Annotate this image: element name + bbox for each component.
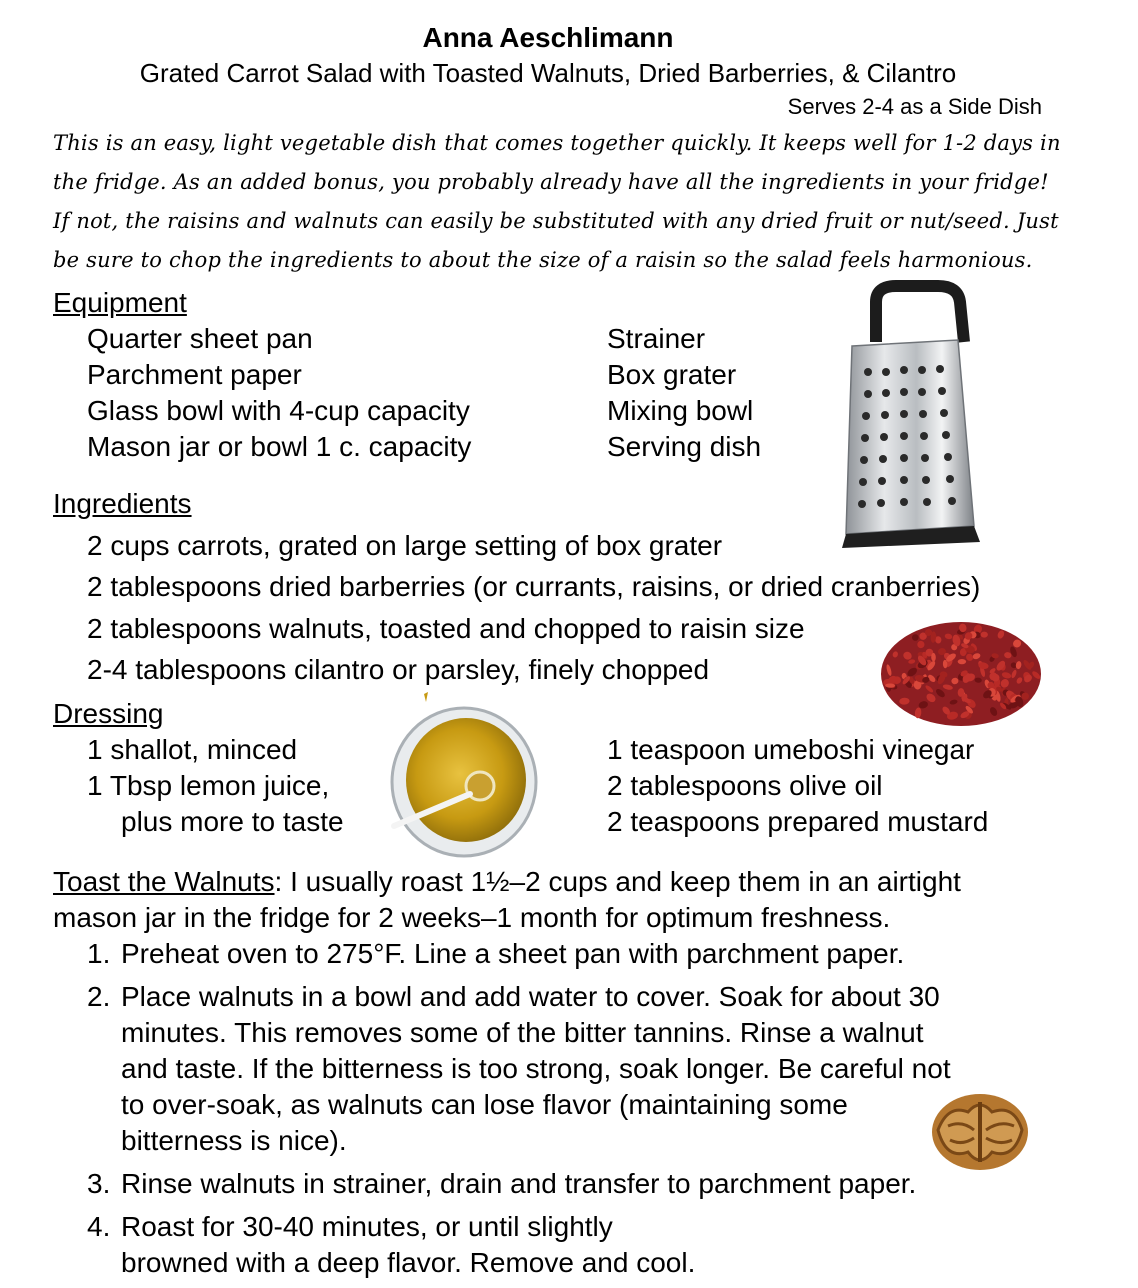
step-3 [87,1168,916,1200]
walnut-image [928,1090,1032,1174]
dressing-item: 1 teaspoon umeboshi vinegar [607,734,975,765]
equipment-heading: Equipment [53,287,187,318]
ingredient-item: 2 tablespoons walnuts, toasted and chopped to raisin size [87,613,805,644]
toast-intro-text: : I usually roast 1½–2 cups and keep them in an airtight [274,866,961,897]
equipment-item: Serving dish [607,431,762,462]
toast-intro [53,866,961,898]
dried-barberries-image [878,606,1044,732]
step-number: 3. [87,1168,111,1199]
ingredient-item: 2 tablespoons dried barberries (or currants, raisins, or dried cranberries) [87,571,981,602]
box-grater-image [838,280,983,552]
step-text: Rinse walnuts in strainer, drain and transfer to parchment paper. [121,1168,917,1199]
equipment-item: Box grater [607,359,737,390]
barberry [958,659,966,664]
step-1 [87,938,904,970]
step-text: Preheat oven to 275°F. Line a sheet pan with parchment paper. [121,938,905,969]
intro-line: If not, the raisins and walnuts can easily be substituted with any dried fruit or nut/seed. Just [53,209,1059,233]
equipment-item: Quarter sheet pan [87,323,313,354]
step-text: Place walnuts in a bowl and add water to cover. Soak for about 30 [121,981,940,1012]
step-text: to over-soak, as walnuts can lose flavor (maintaining some [121,1089,848,1120]
step-number: 1. [87,938,111,969]
step-text: browned with a deep flavor. Remove and cool. [121,1247,696,1278]
step-text: Roast for 30-40 minutes, or until slightly [121,1211,613,1242]
dressing-item: 1 shallot, minced [87,734,298,765]
ingredient-item: 2 cups carrots, grated on large setting of box grater [87,530,723,561]
step-2 [87,981,940,1013]
step-number: 4. [87,1211,111,1242]
intro-line: This is an easy, light vegetable dish that comes together quickly. It keeps well for 1-2 days in [53,131,1061,155]
equipment-item: Strainer [607,323,706,354]
equipment-item: Parchment paper [87,359,302,390]
step-text: and taste. If the bitterness is too strong, soak longer. Be careful not [121,1053,951,1084]
intro-line: the fridge. As an added bonus, you probably already have all the ingredients in your fridge! [53,170,1049,194]
step-number: 2. [87,981,111,1012]
toast-intro-line2: mason jar in the fridge for 2 weeks–1 month for optimum freshness. [53,902,891,933]
equipment-item: Glass bowl with 4-cup capacity [87,395,470,426]
author-name: Anna Aeschlimann [422,22,674,53]
step-text: minutes. This removes some of the bitter tannins. Rinse a walnut [121,1017,924,1048]
step-text: bitterness is nice). [121,1125,347,1156]
dressing-bowl-image [388,690,538,860]
recipe-title: Grated Carrot Salad with Toasted Walnuts, Dried Barberries, & Cilantro [139,58,957,88]
dressing-heading: Dressing [53,698,164,729]
intro-paragraph [53,124,1061,280]
intro-line: be sure to chop the ingredients to about the size of a raisin so the salad feels harmonious. [53,248,1033,272]
dressing-item: 2 tablespoons olive oil [607,770,883,801]
ingredients-heading: Ingredients [53,488,192,519]
equipment-item: Mixing bowl [607,395,754,426]
toast-heading: Toast the Walnuts [53,866,275,897]
step-4 [87,1211,613,1243]
serves-note: Serves 2-4 as a Side Dish [787,94,1042,119]
equipment-item: Mason jar or bowl 1 c. capacity [87,431,472,462]
dressing-item: plus more to taste [121,806,344,837]
dressing-item: 2 teaspoons prepared mustard [607,806,989,837]
dressing-item: 1 Tbsp lemon juice, [87,770,330,801]
ingredient-item: 2-4 tablespoons cilantro or parsley, finely chopped [87,654,710,685]
